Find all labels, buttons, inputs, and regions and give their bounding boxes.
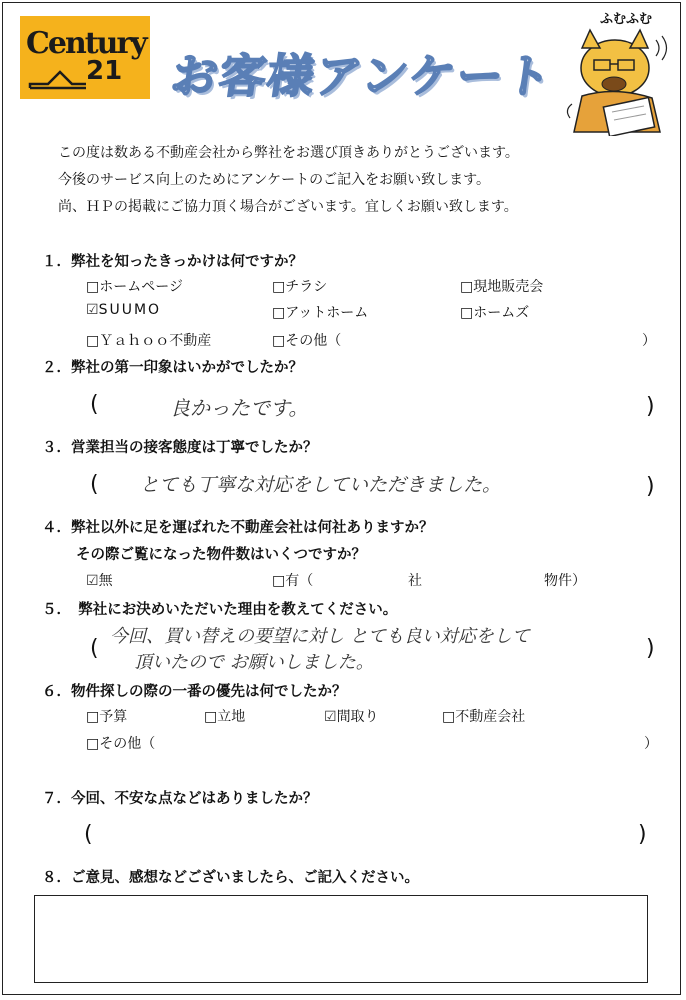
option-budget[interactable]: □予算 bbox=[86, 709, 128, 725]
option-none[interactable] bbox=[86, 570, 113, 590]
question-1: １．弊社を知ったきっかけは何ですか？ bbox=[42, 254, 303, 270]
answer-7-close: ) bbox=[638, 822, 647, 847]
question-4-line-2: その際ご覧になった物件数はいくつですか？ bbox=[76, 547, 366, 563]
answer-2[interactable]: 良かったです。 bbox=[170, 396, 309, 420]
page-title: お客様アンケート bbox=[167, 49, 557, 103]
century21-logo bbox=[20, 16, 150, 99]
question-7: ７．今回、不安な点などはありましたか？ bbox=[42, 791, 318, 807]
option-yes[interactable]: □有（ bbox=[272, 573, 314, 589]
answer-5-line-2[interactable]: 頂いたので お願いしました。 bbox=[134, 652, 374, 673]
answer-3-open: ( bbox=[90, 472, 99, 497]
option-floor-plan[interactable] bbox=[324, 706, 379, 726]
intro-line-2: 今後のサービス向上のためにアンケートのご記入をお願い致します。 bbox=[58, 172, 491, 188]
properties-unit: 物件） bbox=[544, 573, 586, 589]
option-flyer[interactable]: □チラシ bbox=[272, 279, 328, 295]
answer-5-close: ) bbox=[646, 636, 655, 661]
checked-box-icon: ☑ bbox=[324, 709, 337, 725]
option-homepage[interactable]: □ホームページ bbox=[86, 279, 183, 295]
option-other-6-close: ） bbox=[644, 736, 658, 752]
option-yahoo[interactable]: □Ｙａｈｏｏ不動産 bbox=[86, 333, 212, 349]
companies-unit: 社 bbox=[408, 573, 422, 589]
question-8: ８．ご意見、感想などございましたら、ご記入ください。 bbox=[42, 870, 419, 886]
answer-7-field[interactable] bbox=[110, 822, 630, 848]
intro-line-1: この度は数ある不動産会社から弊社をお選び頂きありがとうございます。 bbox=[58, 145, 519, 161]
answer-5-line-1[interactable]: 今回、買い替えの要望に対し とても良い対応をして bbox=[110, 626, 530, 647]
option-realtor[interactable]: □不動産会社 bbox=[442, 709, 526, 725]
answer-5-open: ( bbox=[90, 636, 99, 661]
option-other-6[interactable]: □その他（ bbox=[86, 736, 156, 752]
question-5: ５． 弊社にお決めいただいた理由を教えてください。 bbox=[42, 602, 398, 618]
option-none-label: 無 bbox=[98, 573, 113, 589]
answer-7-open: ( bbox=[84, 822, 93, 847]
option-athome[interactable]: □アットホーム bbox=[272, 305, 369, 321]
mascot-caption: ふむふむ bbox=[600, 12, 653, 27]
option-open-house[interactable]: □現地販売会 bbox=[460, 279, 544, 295]
answer-2-close: ) bbox=[646, 394, 655, 419]
option-location[interactable]: □立地 bbox=[204, 709, 246, 725]
question-2: ２．弊社の第一印象はいかがでしたか？ bbox=[42, 360, 303, 376]
option-homes[interactable]: □ホームズ bbox=[460, 305, 530, 321]
answer-3[interactable]: とても丁寧な対応をしていただきました。 bbox=[140, 474, 502, 496]
logo-number: 21 bbox=[86, 56, 123, 86]
comment-box[interactable] bbox=[34, 895, 648, 983]
checked-box-icon: ☑ bbox=[86, 302, 99, 318]
option-other-close: ） bbox=[642, 333, 656, 349]
answer-3-close: ) bbox=[646, 474, 655, 499]
intro-line-3: 尚、ＨＰの掲載にご協力頂く場合がございます。宜しくお願い致します。 bbox=[58, 199, 518, 215]
question-6: ６．物件探しの際の一番の優先は何でしたか？ bbox=[42, 684, 347, 700]
question-3: ３．営業担当の接客態度は丁寧でしたか？ bbox=[42, 440, 318, 456]
option-suumo[interactable] bbox=[86, 302, 161, 318]
mascot-dog-illustration bbox=[560, 26, 670, 136]
checked-box-icon: ☑ bbox=[86, 573, 99, 589]
house-roof-icon bbox=[28, 62, 88, 90]
option-suumo-label: SUUMO bbox=[98, 302, 162, 318]
option-floor-plan-label: 間取り bbox=[336, 709, 379, 725]
option-other[interactable]: □その他（ bbox=[272, 333, 342, 349]
question-4-line-1: ４．弊社以外に足を運ばれた不動産会社は何社ありますか？ bbox=[42, 520, 434, 536]
answer-2-open: ( bbox=[90, 392, 99, 417]
logo-word: Century bbox=[26, 26, 146, 61]
